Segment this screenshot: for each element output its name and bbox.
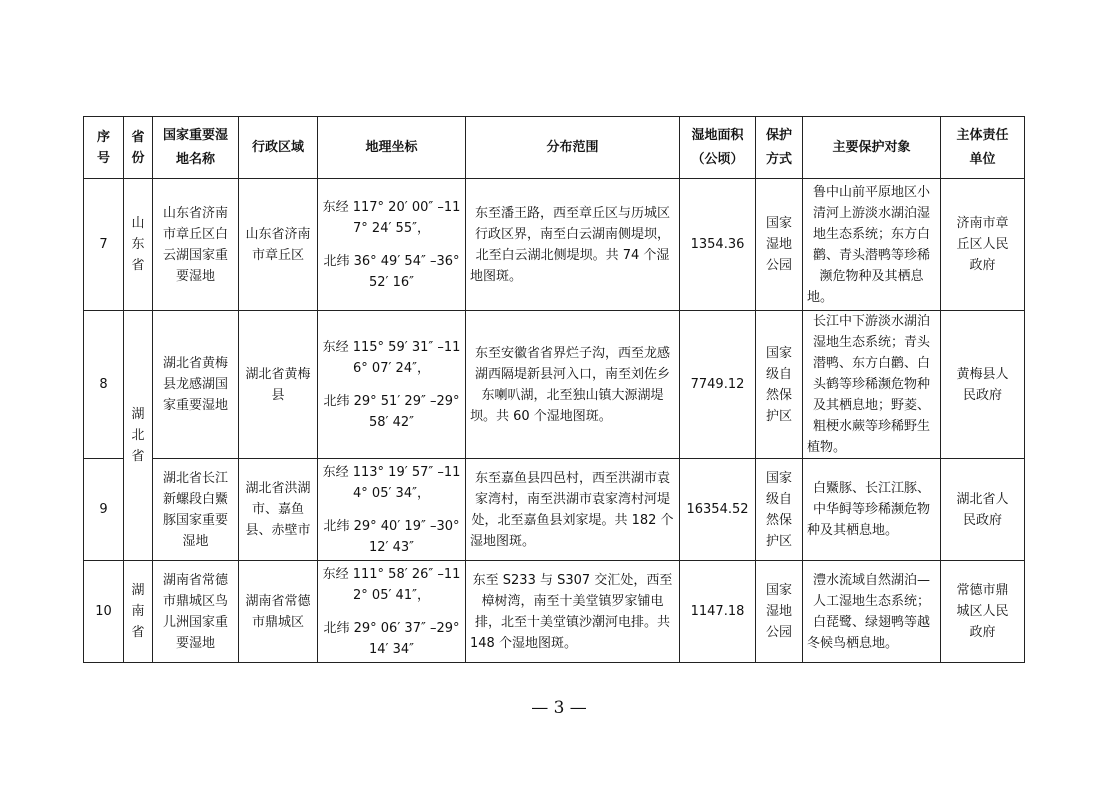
cell-area: 1147.18 — [680, 561, 756, 663]
cell-region: 湖南省常德市鼎城区 — [239, 561, 318, 663]
cell-province: 湖南省 — [124, 561, 153, 663]
cell-coord — [318, 459, 466, 561]
header-area: 湿地面积（公顷） — [680, 117, 756, 179]
table-row — [84, 459, 1025, 561]
table-row — [84, 311, 1025, 459]
cell-objects: 白鱀豚、长江江豚、中华鲟等珍稀濒危物种及其栖息地。 — [803, 459, 941, 561]
coord-longitude: 东经 113° 19′ 57″ –114° 05′ 34″， — [322, 464, 461, 501]
table-row — [84, 561, 1025, 663]
cell-area: 16354.52 — [680, 459, 756, 561]
cell-protect: 国家湿地公园 — [756, 179, 803, 311]
cell-name: 湖北省黄梅县龙感湖国家重要湿地 — [153, 311, 239, 459]
cell-region: 湖北省洪湖市、嘉鱼县、赤壁市 — [239, 459, 318, 561]
header-protect: 保护方式 — [756, 117, 803, 179]
cell-unit: 济南市章丘区人民政府 — [941, 179, 1025, 311]
coord-latitude: 北纬 29° 06′ 37″ –29° 14′ 34″ — [323, 620, 460, 657]
cell-objects: 长江中下游淡水湖泊湿地生态系统；青头潜鸭、东方白鹳、白头鹤等珍稀濒危物种及其栖息地；野菱、粗梗水蕨等珍稀野生植物。 — [803, 311, 941, 459]
cell-region: 山东省济南市章丘区 — [239, 179, 318, 311]
cell-seq: 8 — [84, 311, 124, 459]
cell-protect: 国家级自然保护区 — [756, 311, 803, 459]
cell-province: 湖北省 — [124, 311, 153, 561]
header-coord: 地理坐标 — [318, 117, 466, 179]
coord-longitude: 东经 111° 58′ 26″ –112° 05′ 41″， — [322, 566, 461, 603]
header-objects: 主要保护对象 — [803, 117, 941, 179]
cell-protect: 国家级自然保护区 — [756, 459, 803, 561]
header-seq: 序号 — [84, 117, 124, 179]
table-row — [84, 179, 1025, 311]
cell-unit: 常德市鼎城区人民政府 — [941, 561, 1025, 663]
cell-objects: 澧水流域自然湖泊—人工湿地生态系统；白琵鹭、绿翅鸭等越冬候鸟栖息地。 — [803, 561, 941, 663]
cell-unit: 黄梅县人民政府 — [941, 311, 1025, 459]
header-province: 省份 — [124, 117, 153, 179]
cell-area: 1354.36 — [680, 179, 756, 311]
wetland-table — [83, 116, 1025, 663]
coord-latitude: 北纬 29° 40′ 19″ –30° 12′ 43″ — [323, 518, 460, 555]
header-row — [84, 117, 1025, 179]
cell-name: 山东省济南市章丘区白云湖国家重要湿地 — [153, 179, 239, 311]
cell-protect: 国家湿地公园 — [756, 561, 803, 663]
cell-range: 东至安徽省省界烂子沟，西至龙感湖西隔堤新县河入口，南至刘佐乡东喇叭湖，北至独山镇大源湖堤坝。共 60 个湿地图斑。 — [466, 311, 680, 459]
header-unit: 主体责任单位 — [941, 117, 1025, 179]
cell-range: 东至嘉鱼县四邑村，西至洪湖市袁家湾村，南至洪湖市袁家湾村河堤处，北至嘉鱼县刘家堤。共 182 个湿地图斑。 — [466, 459, 680, 561]
coord-longitude: 东经 115° 59′ 31″ –116° 07′ 24″， — [322, 339, 461, 376]
cell-seq: 7 — [84, 179, 124, 311]
cell-province: 山东省 — [124, 179, 153, 311]
header-range: 分布范围 — [466, 117, 680, 179]
coord-longitude: 东经 117° 20′ 00″ –117° 24′ 55″， — [322, 199, 461, 236]
coord-latitude: 北纬 36° 49′ 54″ –36° 52′ 16″ — [323, 253, 460, 290]
page-number: — 3 — — [531, 698, 587, 718]
cell-coord — [318, 311, 466, 459]
cell-region: 湖北省黄梅县 — [239, 311, 318, 459]
cell-objects: 鲁中山前平原地区小清河上游淡水湖泊湿地生态系统；东方白鹳、青头潜鸭等珍稀濒危物种及其栖息地。 — [803, 179, 941, 311]
cell-area: 7749.12 — [680, 311, 756, 459]
cell-unit: 湖北省人民政府 — [941, 459, 1025, 561]
header-region: 行政区域 — [239, 117, 318, 179]
cell-coord — [318, 561, 466, 663]
cell-seq: 9 — [84, 459, 124, 561]
cell-name: 湖北省长江新螺段白鱀豚国家重要湿地 — [153, 459, 239, 561]
cell-seq: 10 — [84, 561, 124, 663]
cell-range: 东至 S233 与 S307 交汇处，西至樟树湾，南至十美堂镇罗家铺电排，北至十美堂镇沙潮河电排。共 148 个湿地图斑。 — [466, 561, 680, 663]
cell-name: 湖南省常德市鼎城区鸟儿洲国家重要湿地 — [153, 561, 239, 663]
header-name: 国家重要湿地名称 — [153, 117, 239, 179]
cell-range: 东至潘王路，西至章丘区与历城区行政区界，南至白云湖南侧堤坝，北至白云湖北侧堤坝。共 74 个湿地图斑。 — [466, 179, 680, 311]
coord-latitude: 北纬 29° 51′ 29″ –29° 58′ 42″ — [323, 393, 460, 430]
cell-coord — [318, 179, 466, 311]
